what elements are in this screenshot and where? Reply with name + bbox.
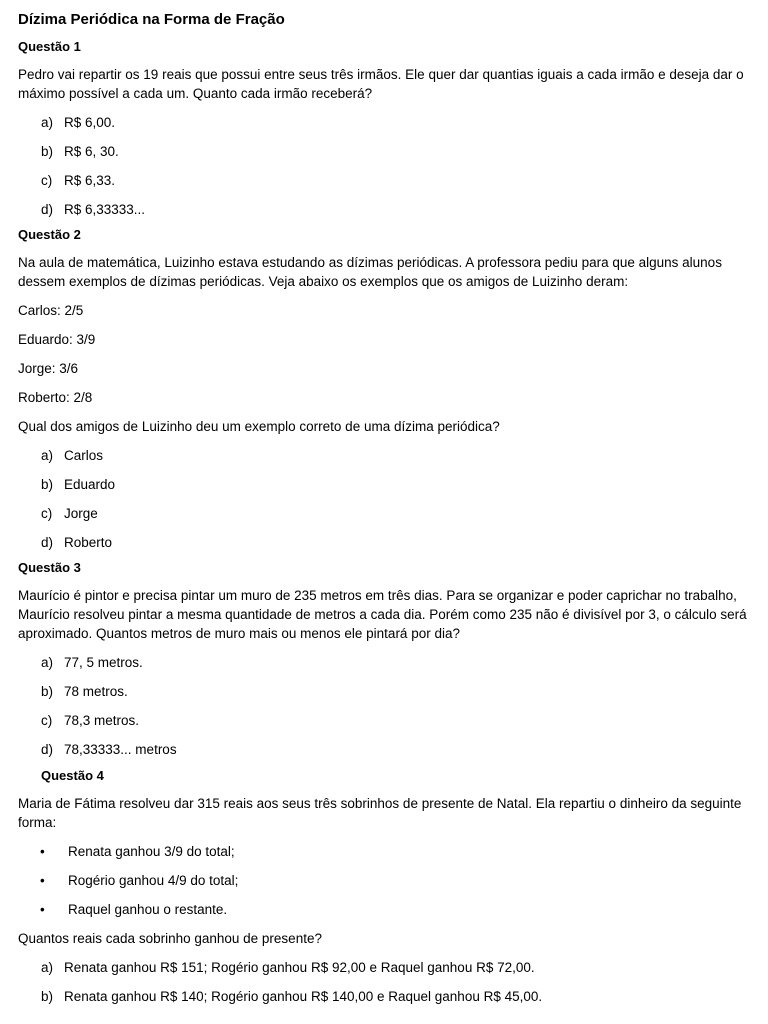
question-3-options bbox=[18, 653, 750, 759]
option-letter: d) bbox=[41, 742, 54, 757]
q4-bullet-2 bbox=[18, 871, 750, 890]
option-text: Eduardo bbox=[64, 477, 116, 492]
option-letter: a) bbox=[41, 655, 54, 670]
bullet-icon: • bbox=[40, 873, 45, 888]
q3-option-b bbox=[18, 682, 750, 701]
q2-option-d bbox=[18, 533, 750, 552]
question-4-question: Quantos reais cada sobrinho ganhou de presente? bbox=[18, 931, 322, 946]
q4-bullet-3 bbox=[18, 900, 750, 919]
option-text: R$ 6,00. bbox=[64, 115, 116, 130]
q2-example-1: Carlos: 2/5 bbox=[18, 303, 84, 318]
option-text: R$ 6,33333... bbox=[64, 202, 146, 217]
bullet-text: Renata ganhou 3/9 do total; bbox=[68, 844, 235, 859]
option-text: Renata ganhou R$ 140; Rogério ganhou R$ 140,00 e Raquel ganhou R$ 45,00. bbox=[64, 989, 543, 1004]
question-1-text: Pedro vai repartir os 19 reais que possui entre seus três irmãos. Ele quer dar quantias iguais a cada irmão e deseja dar o máximo possível a cada um. Quanto cada irmão receberá? bbox=[18, 67, 744, 101]
option-text: 78,3 metros. bbox=[64, 713, 140, 728]
q2-example-4: Roberto: 2/8 bbox=[18, 390, 93, 405]
question-4-title: Questão 4 bbox=[41, 768, 104, 783]
option-letter: c) bbox=[41, 173, 53, 188]
q4-bullet-1 bbox=[18, 842, 750, 861]
question-2-text: Na aula de matemática, Luizinho estava estudando as dízimas periódicas. A professora pediu para que alguns alunos dessem exemplos de dízimas periódicas. Veja abaixo os exemplos que os amigos de Luizinho deram: bbox=[18, 255, 722, 289]
q2-example-3: Jorge: 3/6 bbox=[18, 361, 79, 376]
question-4-options bbox=[18, 958, 750, 1006]
q2-option-c bbox=[18, 504, 750, 523]
question-2-title: Questão 2 bbox=[18, 227, 81, 242]
bullet-text: Rogério ganhou 4/9 do total; bbox=[68, 873, 239, 888]
option-text: Carlos bbox=[64, 448, 104, 463]
q3-option-a bbox=[18, 653, 750, 672]
option-letter: d) bbox=[41, 535, 54, 550]
option-text: Jorge bbox=[64, 506, 98, 521]
question-3-text: Maurício é pintor e precisa pintar um muro de 235 metros em três dias. Para se organizar e poder caprichar no trabalho, Maurício resolveu pintar a mesma quantidade de metros a cada dia. Porém como 235 não é divisível por 3, o cálculo será aproximado. Quantos metros de muro mais ou menos ele pintará por dia? bbox=[18, 588, 747, 641]
q3-option-d bbox=[18, 740, 750, 759]
q2-option-b bbox=[18, 475, 750, 494]
q3-option-c bbox=[18, 711, 750, 730]
bullet-text: Raquel ganhou o restante. bbox=[68, 902, 228, 917]
option-letter: a) bbox=[41, 448, 54, 463]
q4-option-a bbox=[18, 958, 750, 977]
option-letter: a) bbox=[41, 960, 54, 975]
question-1-options bbox=[18, 113, 750, 219]
option-text: 77, 5 metros. bbox=[64, 655, 143, 670]
option-text: Renata ganhou R$ 151; Rogério ganhou R$ 92,00 e Raquel ganhou R$ 72,00. bbox=[64, 960, 535, 975]
q2-option-a bbox=[18, 446, 750, 465]
q4-option-b bbox=[18, 987, 750, 1006]
q1-option-c bbox=[18, 171, 750, 190]
option-text: R$ 6,33. bbox=[64, 173, 116, 188]
q1-option-b bbox=[18, 142, 750, 161]
option-letter: a) bbox=[41, 115, 54, 130]
option-text: Roberto bbox=[64, 535, 113, 550]
q2-example-2: Eduardo: 3/9 bbox=[18, 332, 96, 347]
question-4-text: Maria de Fátima resolveu dar 315 reais aos seus três sobrinhos de presente de Natal. Ela repartiu o dinheiro da seguinte forma: bbox=[18, 796, 742, 830]
option-text: 78 metros. bbox=[64, 684, 128, 699]
q1-option-d bbox=[18, 200, 750, 219]
question-4-bullets bbox=[18, 842, 750, 919]
q1-option-a bbox=[18, 113, 750, 132]
option-letter: c) bbox=[41, 506, 53, 521]
bullet-icon: • bbox=[40, 844, 45, 859]
question-3-title: Questão 3 bbox=[18, 560, 81, 575]
option-letter: c) bbox=[41, 713, 53, 728]
question-1-title: Questão 1 bbox=[18, 39, 81, 54]
option-text: R$ 6, 30. bbox=[64, 144, 119, 159]
option-letter: b) bbox=[41, 989, 54, 1004]
question-2-question: Qual dos amigos de Luizinho deu um exemplo correto de uma dízima periódica? bbox=[18, 419, 500, 434]
option-text: 78,33333... metros bbox=[64, 742, 177, 757]
document-title: Dízima Periódica na Forma de Fração bbox=[18, 11, 285, 28]
option-letter: b) bbox=[41, 684, 54, 699]
bullet-icon: • bbox=[40, 902, 45, 917]
option-letter: d) bbox=[41, 202, 54, 217]
question-2-options bbox=[18, 446, 750, 552]
option-letter: b) bbox=[41, 144, 54, 159]
option-letter: b) bbox=[41, 477, 54, 492]
